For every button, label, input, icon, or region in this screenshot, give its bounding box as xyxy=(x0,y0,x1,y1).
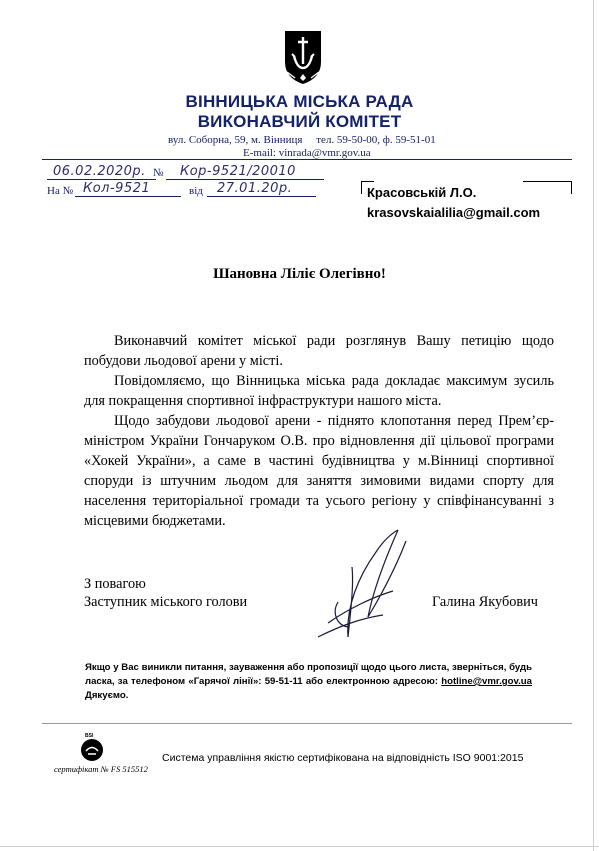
coat-of-arms-icon xyxy=(283,28,323,86)
handwritten-signature xyxy=(288,527,413,645)
body-paragraph: Щодо забудови льодової арени - піднято клопотання перед Прем’єр-міністром України Гончаруком О.В. про відновлення дії цільової програми «Хокей України», а саме в частині будівництва у м.Вінниці спортивної споруди із штучним льодом для заняття зимовими видами спорту для населення територіальної громади та усього регіону у співфінансуванні з місцевими бюджетами. xyxy=(84,413,554,529)
bsi-logo-text: BSI xyxy=(85,733,94,739)
reply-date: 27.01.20р. xyxy=(207,181,316,197)
hotline-note xyxy=(85,661,532,703)
reply-from-label: від xyxy=(189,185,203,197)
certificate-number: сертифікат № FS 515512 xyxy=(54,764,148,774)
address-corner-extension xyxy=(523,181,559,182)
header-divider xyxy=(42,159,572,160)
signer-name: Галина Якубович xyxy=(432,594,538,610)
bsi-logo-icon xyxy=(80,738,104,762)
iso-quality-note: Система управління якістю сертифікована на відповідність ISO 9001:2015 xyxy=(162,752,524,764)
hotline-text: Якщо у Вас виникли питання, зауваження або пропозиції щодо цього листа, зверніться, будь ласка, за телефоном «Гарячої лінії»: 59-51-11 або електронною адресою: xyxy=(85,662,532,687)
reply-number: Кол-9521 xyxy=(75,181,181,197)
org-email[interactable]: E-mail: vinrada@vmr.gov.ua xyxy=(243,147,371,159)
greeting: Шановна Ліліє Олегівно! xyxy=(213,266,386,282)
org-address xyxy=(168,134,436,146)
page-edge-bottom xyxy=(0,846,599,847)
registration-number-label: № xyxy=(153,167,164,179)
registration-date: 06.02.2020р. xyxy=(47,164,156,180)
signer-position: Заступник міського голови xyxy=(84,594,248,610)
address-corner-right xyxy=(559,181,572,194)
registration-number: Кор-9521/20010 xyxy=(166,164,324,180)
phone-numbers: тел. 59-50-00, ф. 59-51-01 xyxy=(316,134,436,146)
street-address: вул. Соборна, 59, м. Вінниця xyxy=(168,134,303,146)
letter-body xyxy=(84,331,554,531)
addressee-email[interactable]: krasovskaialilia@gmail.com xyxy=(367,205,541,220)
addressee-name: Красовській Л.О. xyxy=(367,185,477,200)
closing: З повагою xyxy=(84,576,146,592)
org-subname: ВИКОНАВЧИЙ КОМІТЕТ xyxy=(197,112,402,131)
hotline-email-link[interactable]: hotline@vmr.gov.ua xyxy=(441,676,532,687)
org-name: ВІННИЦЬКА МІСЬКА РАДА xyxy=(185,92,414,111)
body-paragraph: Виконавчий комітет міської ради розглянув Вашу петицію щодо побудови льодової арени у місті. xyxy=(84,333,554,369)
hotline-thanks: Дякуємо. xyxy=(85,690,129,701)
reply-to-label: На № xyxy=(47,185,74,197)
footer-divider xyxy=(42,723,572,724)
body-paragraph: Повідомляємо, що Вінницька міська рада докладає максимум зусиль для покращення спортивної інфраструктури нашого міста. xyxy=(84,373,554,409)
